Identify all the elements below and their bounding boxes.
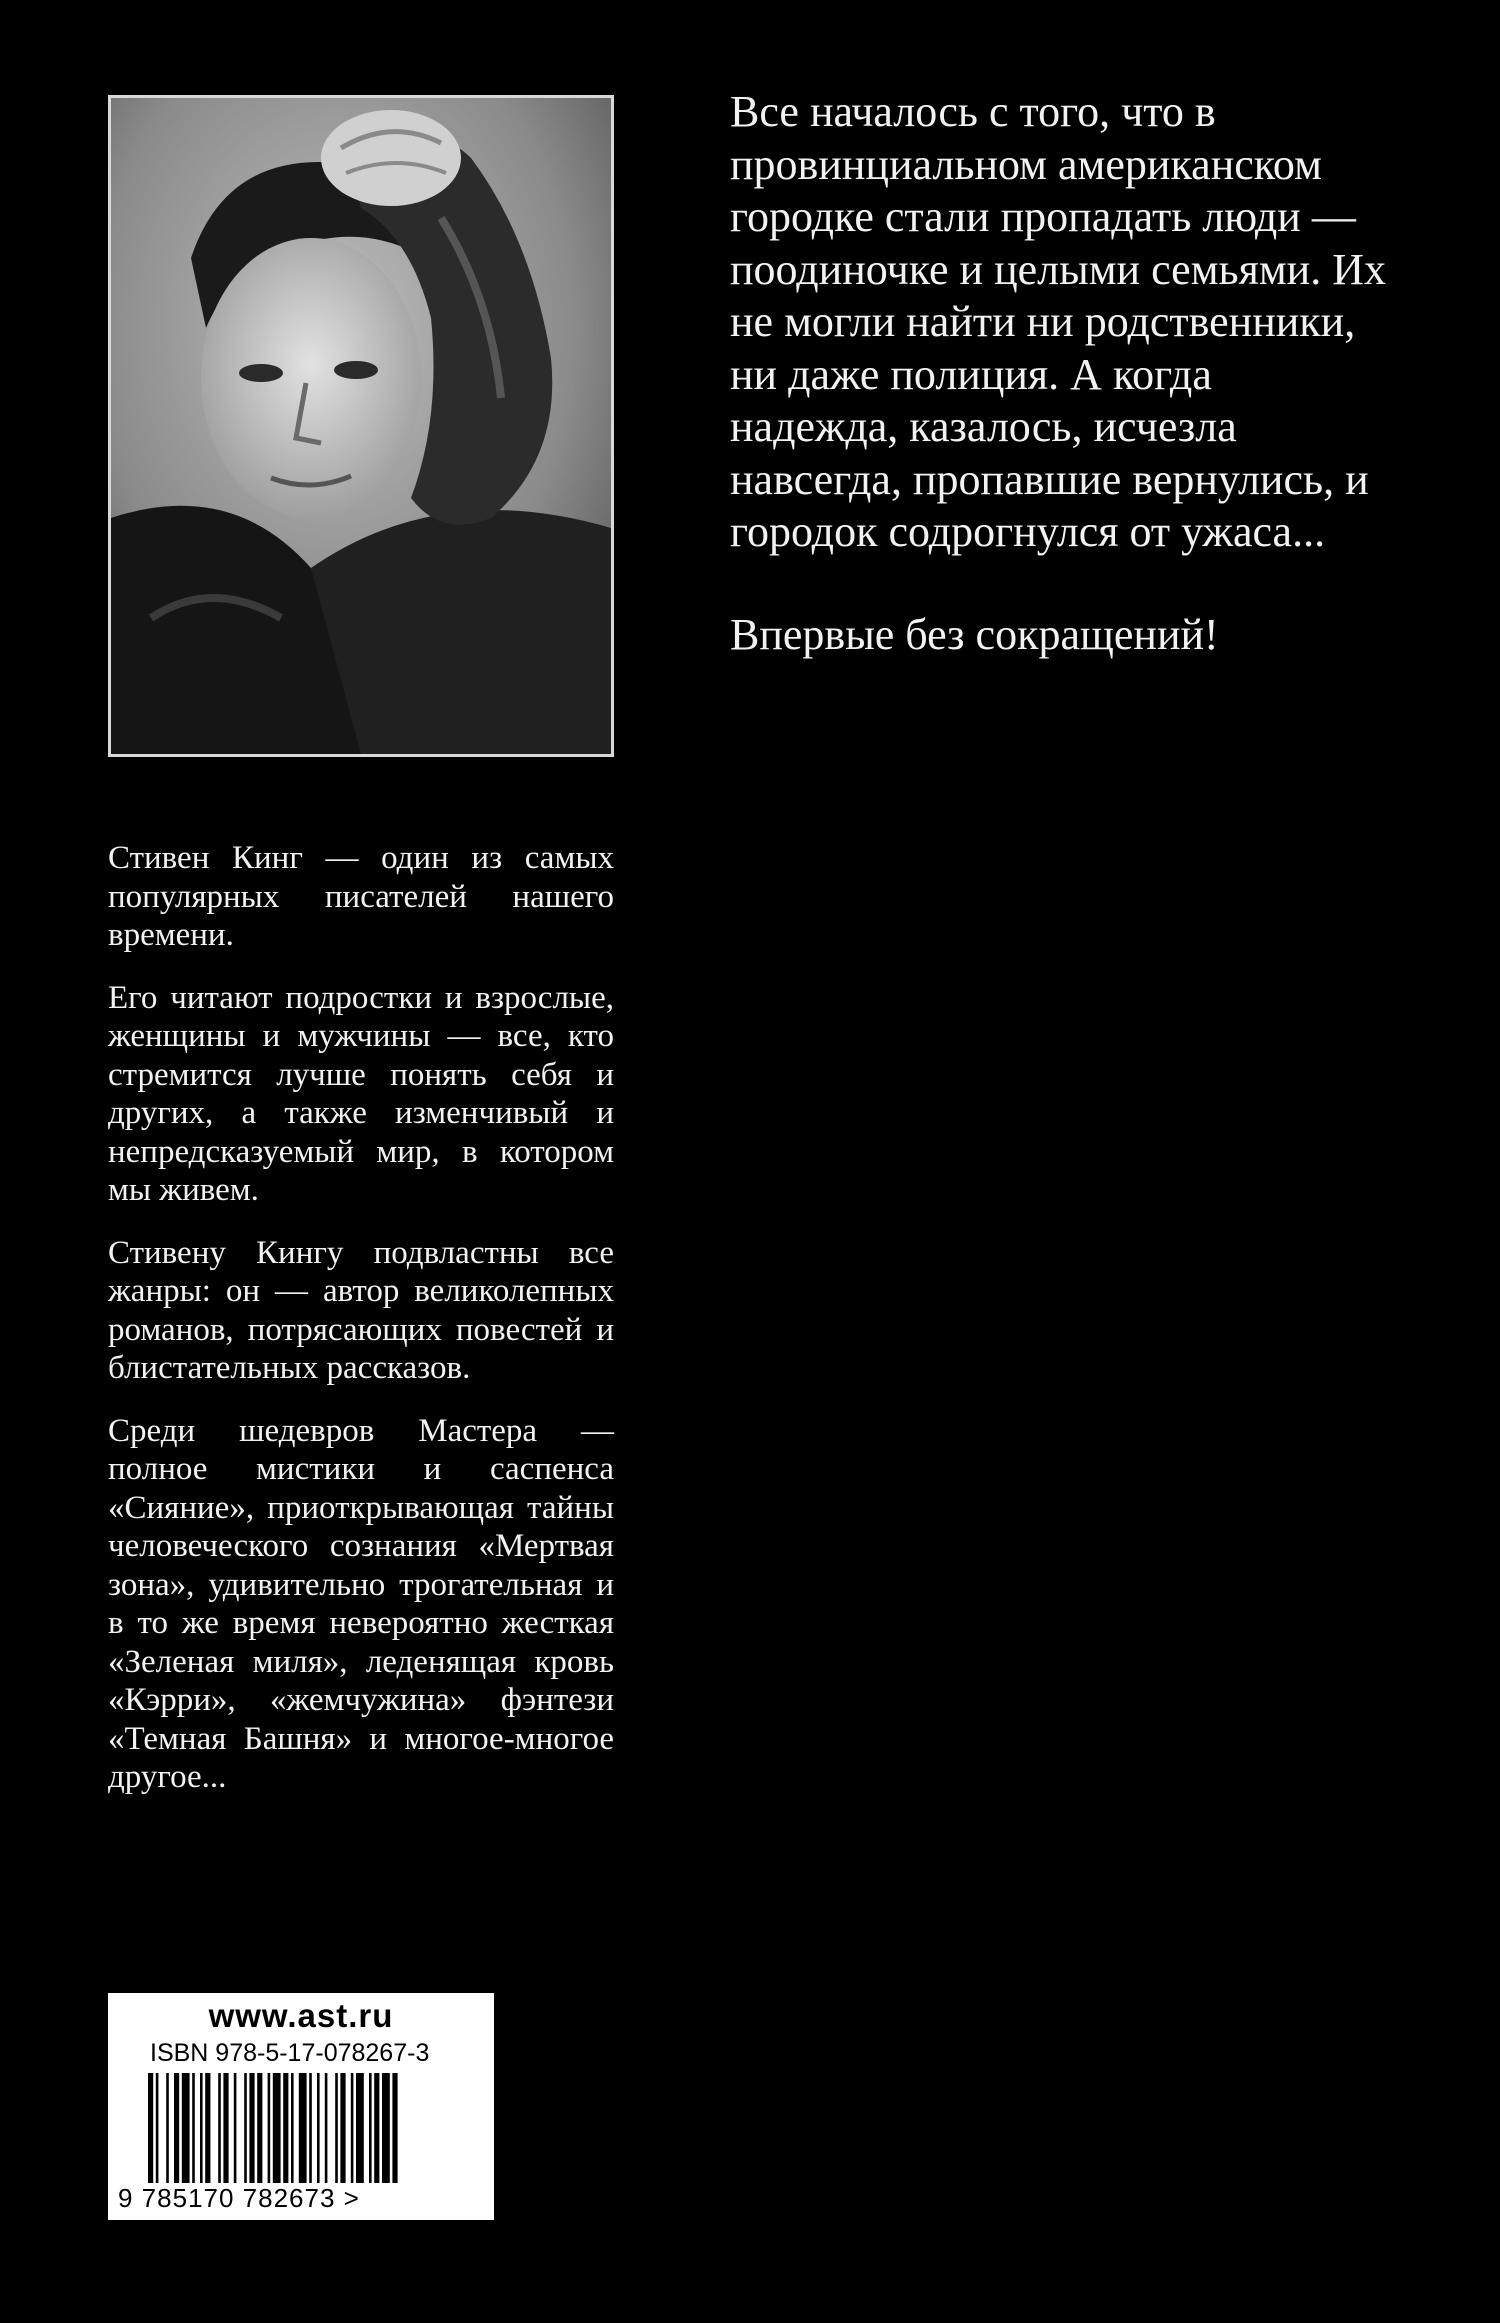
barcode-icon <box>148 2073 473 2183</box>
bio-paragraph: Среди шедевров Мастера — полное мистики и саспенса «Сияние», приоткрывающая тайны человеческого сознания «Мертвая зона», удивительно трогательная и в то же время невероятно жесткая «Зеленая миля», леденящая кровь «Кэрри», «жемчужина» фэнтези «Темная Башня» и многое-многое другое... <box>108 1412 614 1795</box>
author-bio <box>108 839 614 1821</box>
author-photo <box>108 95 614 757</box>
bio-paragraph: Стивен Кинг — один из самых популярных писателей нашего времени. <box>108 840 614 953</box>
isbn-label: ISBN 978-5-17-078267-3 <box>150 2039 430 2067</box>
barcode-digits: 9 785170 782673 > <box>118 2183 360 2213</box>
annotation-text <box>730 86 1390 661</box>
annotation-paragraph: Все началось с того, что в провинциальном американском городке стали пропадать люди — поодиночке и целыми семьями. Их не могли найти ни родственники, ни даже полиция. А когда надежда, казалось, исчезла навсегда, пропавшие вернулись, и городок содрогнулся от ужаса... <box>730 87 1387 556</box>
bio-paragraph: Стивену Кингу подвластны все жанры: он — автор великолепных романов, потрясающих повестей и блистательных рассказов. <box>108 1234 614 1386</box>
portrait-icon <box>111 98 611 754</box>
barcode-panel <box>108 1993 494 2220</box>
publisher-site: www.ast.ru <box>208 1997 394 2034</box>
annotation-tagline: Впервые без сокращений! <box>730 609 1219 659</box>
bio-paragraph: Его читают подростки и взрослые, женщины и мужчины — все, кто стремится лучше понять себя и других, а также изменчивый и непредсказуемый мир, в котором мы живем. <box>108 979 614 1208</box>
